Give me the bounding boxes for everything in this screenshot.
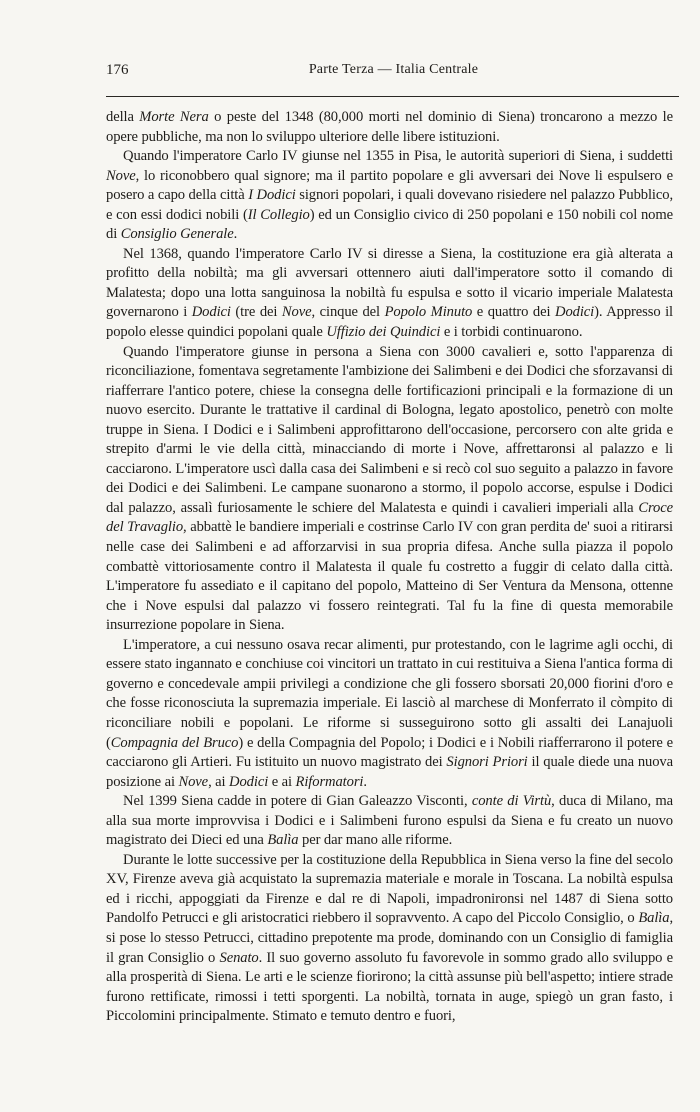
text-run: ) e della Compagnia del Popolo; i Dodici e i Nobili riafferrarono il potere e cacciarono gli Artieri. Fu istituito un nuovo magistrato dei [106,734,674,771]
paragraph [106,792,673,851]
text-run: . [233,226,238,243]
text-run: , si pose lo stesso Petrucci, cittadino prepotente ma prode, dominando con un Consiglio di famiglia il gran Consiglio o [106,910,673,966]
paragraph [106,245,673,343]
italic-text: Nove [178,773,209,790]
italic-text: Dodici [191,304,231,321]
italic-text: Popolo Minuto [384,304,473,321]
text-run: , ai [208,773,230,790]
text-run: Quando l'imperatore Carlo IV giunse nel 1355 in Pisa, le autorità superiori di Siena, i suddetti [123,148,673,165]
text-run: Durante le lotte successive per la costituzione della Repubblica in Siena verso la fine del secolo XV, Firenze aveva già acquistato la supremazia materiale e morale in Toscana. La nobiltà espulsa ed i ricchi, appoggiati da Firenze e dal re di Napoli, impadronironsi nel 1487 di Siena sotto Pandolfo Petrucci e gli aristocratici riebbero il sopravvento. A capo del Piccolo Consiglio, o [106,851,673,927]
text-run: il quale diede una nuova posizione ai [106,754,673,790]
paragraph [106,636,673,792]
running-head [106,62,681,84]
italic-text: Senato [219,949,259,966]
text-run: . [363,773,367,790]
italic-text: Consiglio Generale [120,226,234,243]
italic-text: Riformatori [295,773,364,790]
page-number: 176 [106,62,129,78]
italic-text: I Dodici [248,187,296,204]
italic-text: Balìa [638,910,670,927]
text-run: (tre dei [230,304,282,321]
italic-text: Signori Priori [446,754,528,771]
italic-text: Balìa [267,832,299,849]
italic-text: Croce del Travaglio [106,499,673,536]
italic-text: Dodici [229,773,269,790]
text-run: L'imperatore, a cui nessuno osava recar alimenti, pur protestando, con le lagrime agli occhi, di essere stato ingannato e conchiuse coi vincitori un trattato in cui restituiva a Siena l'antica forma di governo e concedevale ampii privilegi a condizione che gli fossero sborsati 20,000 fiorini d'oro e che fosse riconosciuta la supremazia imperiale. Ei lasciò al marchese di Monferrato il còmpito di riconciliare nobili e popolani. Le riforme si susseguirono sotto gli assalti dei Lanajuoli ( [106,636,673,751]
text-run: ). Appresso il popolo elesse quindici popolani quale [106,304,673,341]
text-run: e i torbidi continuarono. [440,324,583,341]
italic-text: Nove [281,304,312,321]
text-run: Nel 1399 Siena cadde in potere di Gian Galeazzo Visconti, [123,793,472,810]
text-run: e ai [268,773,296,790]
italic-text: conte di Virtù [471,793,552,810]
text-run: , cinque del [311,304,385,321]
text-run: . Il suo governo assoluto fu favorevole in sommo grado allo sviluppo e alla prosperità di Siena. Le arti e le scienze fiorirono; la città assunse più bell'aspetto; intiere strade furono rettificate, rimossi i tetti sporgenti. La nobiltà, tornata in auge, spiegò un gran fasto, i Piccolomini principalmente. Stimato e temuto dentro e fuori, [106,949,674,1025]
paragraph [106,851,673,1027]
text-run: per dar mano alle riforme. [298,832,453,849]
italic-text: Morte Nera [139,109,209,125]
italic-text: Nove [106,167,136,184]
text-run: o peste del 1348 (80,000 morti nel dominio di Siena) troncarono a mezzo le opere pubbliche, ma non lo sviluppo ulteriore delle libere istituzioni. [106,109,673,145]
paragraph [106,343,673,636]
paragraph [106,108,673,147]
text-run: , duca di Milano, ma alla sua morte improvvisa i Dodici e i Salimbeni furono espulsi da Siena e fu creato un nuovo magistrato dei Dieci ed una [106,793,673,849]
text-run: , abbattè le bandiere imperiali e costrinse Carlo IV con gran perdita de' suoi a ritirarsi nelle case dei Salimbeni e ad afforzarvisi in sua propria difesa. Anche sulla piazza il popolo combattè vittoriosamente contro il Malatesta il quale fu costretto a fuggir di celato dalla città. L'imperatore fu assediato e il capitano del popolo, Matteino di Ser Ventura da Mensona, ottenne che i Nove espulsi dal palazzo vi fossero reintegrati. Tal fu la fine di questa memorabile insurrezione popolare in Siena. [106,519,673,634]
text-run: Nel 1368, quando l'imperatore Carlo IV si diresse a Siena, la costituzione era già alterata a profitto della nobiltà; ma gli avversari ottennero aiuti dall'imperatore sotto il comando di Malatesta; dopo una lotta sanguinosa la nobiltà fu espulsa e sotto il vicario imperiale Malatesta governarono i [106,245,673,321]
italic-text: Il Collegio [247,206,310,223]
text-run: signori popolari, i quali dovevano risiedere nel palazzo Pubblico, e con essi dodici nobili ( [106,187,674,223]
text-run: , lo riconobbero qual signore; ma il partito popolare e gli avversari dei Nove li espulsero e posero a capo della città [106,167,673,204]
running-title: Parte Terza — Italia Centrale [308,62,479,77]
body-text [106,108,673,1027]
italic-text: Dodici [555,304,595,321]
italic-text: Uffizio dei Quindici [326,324,441,341]
text-run: e quattro dei [472,304,556,321]
italic-text: Compagnia del Bruco [110,734,239,751]
text-run: Quando l'imperatore giunse in persona a Siena con 3000 cavalieri e, sotto l'apparenza di riconciliazione, fomentava segretamente l'ambizione dei Salimbeni e dei Dodici che sforzavansi di riafferrare l'antico potere, chiese la consegna delle fortificazioni principali e la formazione di un nuovo esercito. Durante le trattative il cardinal di Bologna, legato apostolico, penetrò con molte truppe in Siena. I Dodici e i Salimbeni approfittarono dell'occasione, percorsero con alte grida e strepito d'armi le vie della città, minacciando di morte i Nove, affrettaronsi al palazzo e li cacciarono. L'imperatore uscì dalla casa dei Salimbeni e si recò col suo seguito a palazzo in favore dei Dodici e dei Salimbeni. Le campane suonarono a stormo, il popolo accorse, espulse i Dodici dal palazzo, assalì furiosamente le schiere del Malatesta e quindi i cavalieri imperiali alla [106,343,673,516]
text-run: della [106,109,140,125]
header-rule [106,96,679,97]
text-run: ) ed un Consiglio civico di 250 popolani e 150 nobili col nome di [106,206,673,243]
paragraph [106,147,673,245]
